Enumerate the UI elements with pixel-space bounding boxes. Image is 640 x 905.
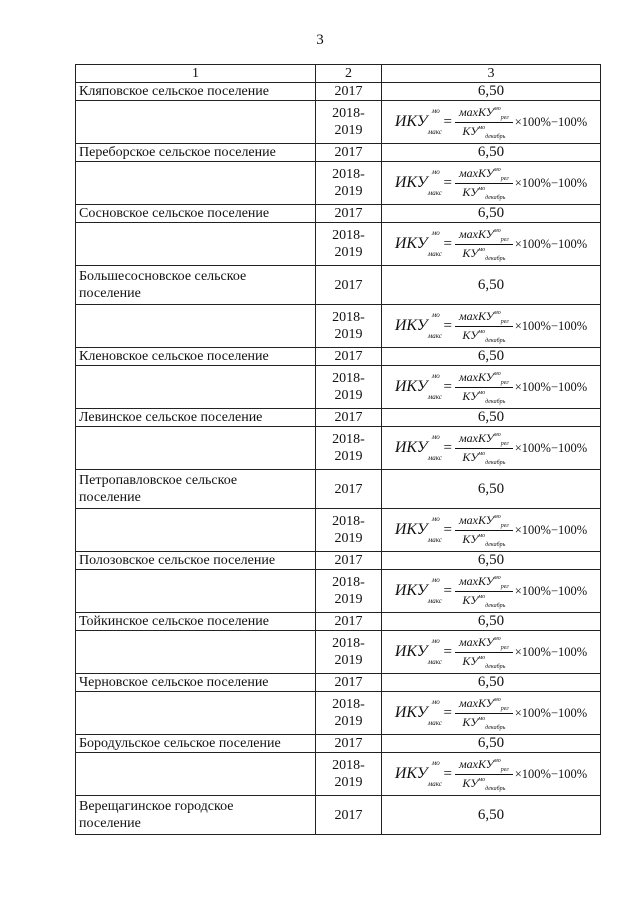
formula-num-sub: рег	[500, 175, 509, 182]
formula-num-text: махКУ	[459, 756, 494, 771]
year-cell: 2017	[316, 83, 382, 101]
formula-num-sub: рег	[500, 705, 509, 712]
table-row	[76, 570, 601, 613]
year-cell: 2017	[316, 144, 382, 162]
settlement-name: Тойкинское сельское поселение	[76, 613, 316, 631]
year-cell: 2017	[316, 796, 382, 835]
formula-numerator	[455, 696, 513, 714]
formula-lhs	[394, 229, 442, 258]
formula-denominator	[462, 653, 505, 670]
formula	[382, 574, 600, 609]
formula-lhs	[394, 372, 442, 401]
formula-lhs-sub: макс	[427, 332, 442, 340]
formula-den-text: КУ	[462, 123, 479, 138]
formula-den-text: КУ	[462, 592, 479, 607]
formula-tail: ×100%−100%	[514, 379, 588, 394]
formula	[382, 757, 600, 792]
table-row	[76, 266, 601, 305]
formula-tail: ×100%−100%	[514, 522, 588, 537]
value-cell: 6,50	[382, 735, 601, 753]
formula-fraction	[455, 166, 513, 201]
formula-num-sub: рег	[500, 379, 509, 386]
formula-num-sub: рег	[500, 583, 509, 590]
formula-lhs-sub: макс	[427, 128, 442, 136]
formula-fraction	[455, 309, 513, 344]
formula-num-text: махКУ	[459, 573, 494, 588]
empty-cell	[76, 570, 316, 613]
formula-lhs-sup: мо	[431, 698, 440, 706]
table-row	[76, 692, 601, 735]
formula-denominator	[462, 388, 505, 405]
formula-den-text: КУ	[462, 653, 479, 668]
formula-tail: ×100%−100%	[514, 705, 588, 720]
formula-cell	[382, 305, 601, 348]
formula-num-sup: мо	[493, 105, 501, 112]
settlement-name: Переборское сельское поселение	[76, 144, 316, 162]
value-cell: 6,50	[382, 552, 601, 570]
formula-tail: ×100%−100%	[514, 583, 588, 598]
formula	[382, 431, 600, 466]
year-cell: 2017	[316, 409, 382, 427]
formula-numerator	[455, 309, 513, 327]
value-cell: 6,50	[382, 144, 601, 162]
formula-lhs-text: ИКУ	[394, 378, 428, 395]
formula-fraction	[455, 105, 513, 140]
formula-num-sub: рег	[500, 766, 509, 773]
table-row	[76, 674, 601, 692]
formula-den-sup: мо	[478, 389, 486, 396]
formula-equals: =	[443, 378, 453, 395]
formula-denominator	[462, 449, 505, 466]
formula-cell	[382, 570, 601, 613]
year-cell: 2017	[316, 674, 382, 692]
year-cell: 2017	[316, 552, 382, 570]
formula-den-sub: декабрь	[485, 541, 506, 548]
formula-num-sub: рег	[500, 440, 509, 447]
table-row	[76, 162, 601, 205]
formula-num-sup: мо	[493, 431, 501, 438]
formula-num-text: махКУ	[459, 430, 494, 445]
formula-lhs	[394, 311, 442, 340]
empty-cell	[76, 692, 316, 735]
formula-lhs-sup: мо	[431, 311, 440, 319]
formula-den-sup: мо	[478, 532, 486, 539]
table-row	[76, 205, 601, 223]
formula-denominator	[462, 775, 505, 792]
formula-den-text: КУ	[462, 327, 479, 342]
formula-cell	[382, 631, 601, 674]
year-range-cell: 2018- 2019	[316, 162, 382, 205]
formula-denominator	[462, 184, 505, 201]
formula-num-text: махКУ	[459, 308, 494, 323]
value-cell: 6,50	[382, 613, 601, 631]
formula-lhs	[394, 107, 442, 136]
formula-lhs-text: ИКУ	[394, 174, 428, 191]
table-row	[76, 101, 601, 144]
formula-num-sup: мо	[493, 513, 501, 520]
formula-lhs-sup: мо	[431, 637, 440, 645]
formula-den-sup: мо	[478, 328, 486, 335]
table-row	[76, 509, 601, 552]
formula-cell	[382, 692, 601, 735]
formula-lhs-sub: макс	[427, 658, 442, 666]
formula-den-sup: мо	[478, 185, 486, 192]
settlement-name: Кляповское сельское поселение	[76, 83, 316, 101]
formula-cell	[382, 223, 601, 266]
empty-cell	[76, 753, 316, 796]
formula-equals: =	[443, 643, 453, 660]
formula-lhs-text: ИКУ	[394, 521, 428, 538]
settlement-name: Черновское сельское поселение	[76, 674, 316, 692]
formula-tail: ×100%−100%	[514, 440, 588, 455]
formula-numerator	[455, 574, 513, 592]
table-body	[76, 83, 601, 835]
formula	[382, 166, 600, 201]
year-range-cell: 2018- 2019	[316, 509, 382, 552]
formula-equals: =	[443, 582, 453, 599]
table-row	[76, 305, 601, 348]
formula-denominator	[462, 123, 505, 140]
value-cell: 6,50	[382, 266, 601, 305]
formula-den-sup: мо	[478, 715, 486, 722]
formula-cell	[382, 101, 601, 144]
formula-num-sub: рег	[500, 644, 509, 651]
formula-num-sup: мо	[493, 166, 501, 173]
formula-tail: ×100%−100%	[514, 318, 588, 333]
formula-den-text: КУ	[462, 775, 479, 790]
table-row	[76, 631, 601, 674]
formula-lhs-sup: мо	[431, 759, 440, 767]
formula-den-sup: мо	[478, 593, 486, 600]
settlement-table	[75, 64, 601, 835]
formula-numerator	[455, 635, 513, 653]
formula-lhs-sub: макс	[427, 393, 442, 401]
formula-fraction	[455, 227, 513, 262]
formula	[382, 227, 600, 262]
empty-cell	[76, 427, 316, 470]
empty-cell	[76, 509, 316, 552]
table-row	[76, 470, 601, 509]
formula-lhs-text: ИКУ	[394, 704, 428, 721]
formula-num-sup: мо	[493, 635, 501, 642]
formula-denominator	[462, 327, 505, 344]
formula-numerator	[455, 431, 513, 449]
year-range-cell: 2018- 2019	[316, 570, 382, 613]
formula-den-sub: декабрь	[485, 724, 506, 731]
settlement-name: Кленовское сельское поселение	[76, 348, 316, 366]
formula-fraction	[455, 757, 513, 792]
value-cell: 6,50	[382, 674, 601, 692]
empty-cell	[76, 162, 316, 205]
formula-num-text: махКУ	[459, 634, 494, 649]
formula-num-sup: мо	[493, 370, 501, 377]
formula-num-sup: мо	[493, 309, 501, 316]
formula-numerator	[455, 513, 513, 531]
settlement-name: Большесосновское сельское поселение	[76, 266, 316, 305]
value-cell: 6,50	[382, 796, 601, 835]
value-cell: 6,50	[382, 205, 601, 223]
formula-den-text: КУ	[462, 184, 479, 199]
page-number: 3	[316, 32, 324, 48]
formula-den-sub: декабрь	[485, 785, 506, 792]
formula-denominator	[462, 245, 505, 262]
formula-den-text: КУ	[462, 531, 479, 546]
formula-numerator	[455, 166, 513, 184]
year-cell: 2017	[316, 470, 382, 509]
formula	[382, 370, 600, 405]
year-range-cell: 2018- 2019	[316, 305, 382, 348]
formula-num-sup: мо	[493, 227, 501, 234]
formula-den-text: КУ	[462, 245, 479, 260]
table-row	[76, 223, 601, 266]
settlement-name: Петропавловское сельское поселение	[76, 470, 316, 509]
formula-num-text: махКУ	[459, 104, 494, 119]
settlement-name: Верещагинское городское поселение	[76, 796, 316, 835]
formula-cell	[382, 509, 601, 552]
formula-lhs-text: ИКУ	[394, 765, 428, 782]
formula-cell	[382, 162, 601, 205]
formula-equals: =	[443, 765, 453, 782]
formula-lhs-sup: мо	[431, 168, 440, 176]
formula-fraction	[455, 431, 513, 466]
formula-tail: ×100%−100%	[514, 114, 588, 129]
formula-num-text: махКУ	[459, 226, 494, 241]
formula-fraction	[455, 370, 513, 405]
settlement-name: Сосновское сельское поселение	[76, 205, 316, 223]
year-cell: 2017	[316, 613, 382, 631]
formula-lhs	[394, 637, 442, 666]
formula-den-sub: декабрь	[485, 337, 506, 344]
formula-num-sub: рег	[500, 114, 509, 121]
formula-lhs-sub: макс	[427, 536, 442, 544]
table-row	[76, 735, 601, 753]
table-row	[76, 83, 601, 101]
table-row	[76, 753, 601, 796]
formula-lhs-text: ИКУ	[394, 643, 428, 660]
formula-lhs-sub: макс	[427, 719, 442, 727]
table-row	[76, 613, 601, 631]
settlement-name: Бородульское сельское поселение	[76, 735, 316, 753]
formula-lhs-text: ИКУ	[394, 582, 428, 599]
formula-tail: ×100%−100%	[514, 766, 588, 781]
formula-den-sup: мо	[478, 654, 486, 661]
formula-numerator	[455, 105, 513, 123]
formula-den-sub: декабрь	[485, 602, 506, 609]
formula-lhs-text: ИКУ	[394, 317, 428, 334]
formula-equals: =	[443, 113, 453, 130]
formula-lhs-sub: макс	[427, 250, 442, 258]
formula-lhs-text: ИКУ	[394, 113, 428, 130]
formula-equals: =	[443, 521, 453, 538]
formula-lhs-sup: мо	[431, 372, 440, 380]
formula-den-sub: декабрь	[485, 255, 506, 262]
formula-cell	[382, 366, 601, 409]
formula-lhs-sub: макс	[427, 454, 442, 462]
formula-den-text: КУ	[462, 449, 479, 464]
formula-lhs	[394, 168, 442, 197]
formula-denominator	[462, 531, 505, 548]
table-row	[76, 409, 601, 427]
year-range-cell: 2018- 2019	[316, 631, 382, 674]
formula-num-text: махКУ	[459, 695, 494, 710]
formula-equals: =	[443, 235, 453, 252]
formula-den-text: КУ	[462, 388, 479, 403]
formula-fraction	[455, 696, 513, 731]
settlement-name: Левинское сельское поселение	[76, 409, 316, 427]
formula-tail: ×100%−100%	[514, 175, 588, 190]
table-row	[76, 144, 601, 162]
formula-den-sub: декабрь	[485, 398, 506, 405]
formula-denominator	[462, 592, 505, 609]
formula-numerator	[455, 757, 513, 775]
formula-den-sub: декабрь	[485, 459, 506, 466]
formula-num-sup: мо	[493, 757, 501, 764]
year-cell: 2017	[316, 205, 382, 223]
formula-lhs-sup: мо	[431, 433, 440, 441]
formula-den-sub: декабрь	[485, 663, 506, 670]
year-range-cell: 2018- 2019	[316, 692, 382, 735]
year-range-cell: 2018- 2019	[316, 101, 382, 144]
settlement-name: Полозовское сельское поселение	[76, 552, 316, 570]
formula-lhs-text: ИКУ	[394, 439, 428, 456]
year-cell: 2017	[316, 735, 382, 753]
formula-num-text: махКУ	[459, 512, 494, 527]
table-row	[76, 427, 601, 470]
value-cell: 6,50	[382, 470, 601, 509]
empty-cell	[76, 305, 316, 348]
formula-den-text: КУ	[462, 714, 479, 729]
year-range-cell: 2018- 2019	[316, 753, 382, 796]
formula-numerator	[455, 370, 513, 388]
formula-den-sup: мо	[478, 776, 486, 783]
formula-tail: ×100%−100%	[514, 236, 588, 251]
formula-num-sub: рег	[500, 522, 509, 529]
empty-cell	[76, 223, 316, 266]
formula	[382, 513, 600, 548]
formula-lhs-sub: макс	[427, 780, 442, 788]
formula-den-sup: мо	[478, 450, 486, 457]
year-range-cell: 2018- 2019	[316, 427, 382, 470]
formula-den-sub: декабрь	[485, 194, 506, 201]
value-cell: 6,50	[382, 348, 601, 366]
year-cell: 2017	[316, 266, 382, 305]
formula-num-text: махКУ	[459, 369, 494, 384]
header-row	[76, 65, 601, 83]
formula-fraction	[455, 635, 513, 670]
formula-den-sup: мо	[478, 246, 486, 253]
header-col-1: 1	[76, 65, 316, 83]
formula	[382, 696, 600, 731]
formula-lhs	[394, 759, 442, 788]
formula-lhs	[394, 433, 442, 462]
formula-lhs-sup: мо	[431, 107, 440, 115]
formula-num-sub: рег	[500, 236, 509, 243]
year-range-cell: 2018- 2019	[316, 366, 382, 409]
formula-lhs-sup: мо	[431, 515, 440, 523]
header-col-3: 3	[382, 65, 601, 83]
formula-lhs-sub: макс	[427, 597, 442, 605]
formula	[382, 635, 600, 670]
formula-tail: ×100%−100%	[514, 644, 588, 659]
formula-equals: =	[443, 174, 453, 191]
formula-den-sub: декабрь	[485, 133, 506, 140]
year-range-cell: 2018- 2019	[316, 223, 382, 266]
formula-num-sub: рег	[500, 318, 509, 325]
formula-cell	[382, 753, 601, 796]
value-cell: 6,50	[382, 83, 601, 101]
formula-num-sup: мо	[493, 574, 501, 581]
table-row	[76, 552, 601, 570]
formula-lhs	[394, 576, 442, 605]
formula	[382, 105, 600, 140]
formula	[382, 309, 600, 344]
formula-numerator	[455, 227, 513, 245]
formula-lhs	[394, 698, 442, 727]
formula-num-text: махКУ	[459, 165, 494, 180]
formula-lhs-sup: мо	[431, 576, 440, 584]
formula-cell	[382, 427, 601, 470]
header-col-2: 2	[316, 65, 382, 83]
formula-fraction	[455, 513, 513, 548]
formula-equals: =	[443, 317, 453, 334]
value-cell: 6,50	[382, 409, 601, 427]
empty-cell	[76, 101, 316, 144]
empty-cell	[76, 366, 316, 409]
table-row	[76, 348, 601, 366]
formula-den-sup: мо	[478, 124, 486, 131]
formula-equals: =	[443, 704, 453, 721]
formula-lhs-sub: макс	[427, 189, 442, 197]
table-row	[76, 796, 601, 835]
formula-num-sup: мо	[493, 696, 501, 703]
formula-denominator	[462, 714, 505, 731]
table-row	[76, 366, 601, 409]
formula-fraction	[455, 574, 513, 609]
formula-lhs-sup: мо	[431, 229, 440, 237]
year-cell: 2017	[316, 348, 382, 366]
formula-lhs	[394, 515, 442, 544]
formula-equals: =	[443, 439, 453, 456]
empty-cell	[76, 631, 316, 674]
formula-lhs-text: ИКУ	[394, 235, 428, 252]
